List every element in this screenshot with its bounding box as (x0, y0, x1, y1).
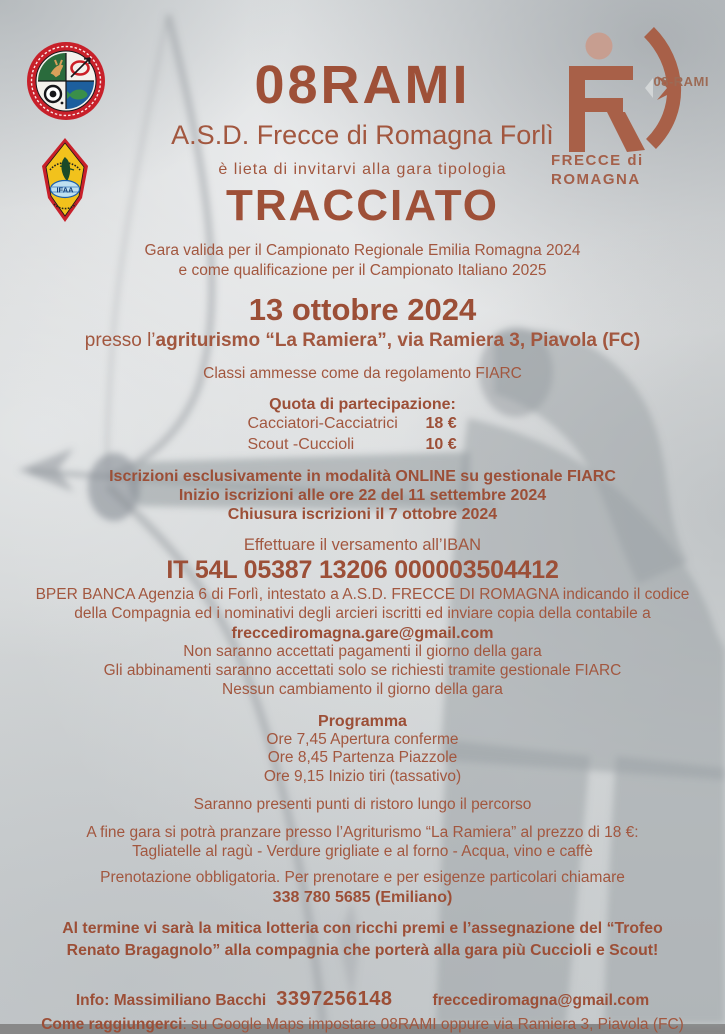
registration-line3: Chiusura iscrizioni il 7 ottobre 2024 (227, 505, 498, 523)
logo-diagonal-leg (607, 112, 645, 152)
program-item: Ore 8,45 Partenza Piazzole (267, 749, 458, 767)
fee-row (0, 414, 725, 435)
lottery-announcement: Al termine vi sarà la mitica lotteria con ricchi premi e l’assegnazione del “Trofeo Renato Bragagnolo” alla compagnia che porterà alla gara più Cuccioli e Scout! (62, 919, 663, 960)
event-date: 13 ottobre 2024 (248, 291, 477, 327)
fee-label: Cacciatori-Cacciatrici (247, 415, 398, 433)
payment-intro: Effettuare il versamento all’IBAN (243, 535, 482, 554)
payment-note2: Gli abbinamenti saranno accettati solo se richiesti tramite gestionale FIARC (103, 661, 622, 679)
validity-line1: Gara valida per il Campionato Regionale Emilia Romagna 2024 (144, 241, 581, 259)
booking-phone: 338 780 5685 (Emiliano) (272, 889, 453, 907)
booking-section (0, 869, 725, 907)
invite-line: è lieta di invitarvi alla gara tipologia (218, 161, 507, 179)
frecce-di-romagna-logo (537, 26, 709, 198)
lunch-line2: Tagliatelle al ragù - Verdure grigliate e al forno - Acqua, vino e caffè (132, 843, 593, 861)
fiarc-logo (26, 41, 106, 121)
info-contact-name: Info: Massimiliano Bacchi (75, 992, 267, 1010)
ifaa-logo (32, 136, 98, 224)
fee-price: 10 € (425, 436, 457, 454)
directions-label: Come raggiungerci (41, 1016, 183, 1034)
registration-section (0, 468, 725, 525)
info-phone: 3397256148 (276, 988, 393, 1011)
logo-archer-head (586, 33, 613, 60)
event-type-title: TRACCIATO (225, 181, 500, 231)
validity-line2: e come qualificazione per il Campionato Italiano 2025 (178, 261, 547, 279)
lunch-section (0, 824, 725, 862)
contact-info-row (0, 988, 725, 1011)
fee-label: Scout -Cuccioli (247, 436, 355, 454)
directions-line (0, 1016, 725, 1034)
program-item: Ore 7,45 Apertura conferme (266, 730, 459, 748)
booking-line: Prenotazione obbligatoria. Per prenotare e per esigenze particolari chiamare (100, 869, 625, 887)
classes-line: Classi ammesse come da regolamento FIARC (203, 365, 522, 383)
fees-section (0, 396, 725, 456)
frecce-di-romagna-logo-icon (549, 28, 689, 152)
ifaa-logo-text: IFAA (56, 185, 74, 195)
club-name: A.S.D. Frecce di Romagna Forlì (171, 120, 554, 150)
program-title: Programma (318, 712, 407, 730)
directions-text: : su Google Maps impostare 08RAMI oppure via Ramiera 3, Piavola (FC) (182, 1016, 684, 1034)
payment-email: freccediromagna.gare@gmail.com (231, 624, 494, 642)
validity-lines (0, 241, 725, 281)
fee-row (0, 435, 725, 456)
payment-note1: Non saranno accettati pagamenti il giorno della gara (183, 642, 542, 660)
fees-title: Quota di partecipazione: (269, 396, 456, 414)
event-location (0, 330, 725, 352)
logo-club-name (551, 152, 644, 190)
payment-details (0, 586, 725, 624)
iban-value: IT 54L 05387 13206 000003504412 (166, 555, 559, 584)
registration-line1: Iscrizioni esclusivamente in modalità ONLINE su gestionale FIARC (109, 467, 616, 485)
lunch-line1: A fine gara si potrà pranzare presso l’Agriturismo “La Ramiera” al prezzo di 18 €: (86, 824, 639, 842)
logo-bow-notch (645, 78, 653, 98)
registration-line2: Inizio iscrizioni alle ore 22 del 11 settembre 2024 (178, 486, 547, 504)
club-code-title: 08RAMI (254, 55, 471, 115)
payment-detail-line2: della Compagnia ed i nominativi degli arcieri iscritti ed inviare copia della contabile a (74, 604, 651, 622)
info-email: freccediromagna@gmail.com (432, 992, 650, 1010)
location-address: agriturismo “La Ramiera”, via Ramiera 3, Piavola (FC) (155, 330, 641, 352)
refreshment-line: Saranno presenti punti di ristoro lungo il percorso (193, 796, 532, 814)
logo-club-code: 08-RAMI (653, 74, 709, 89)
fee-price: 18 € (425, 415, 457, 433)
location-prefix: presso l’ (84, 330, 156, 352)
logo-name-line1: FRECCE di (551, 152, 644, 169)
payment-note3: Nessun cambiamento il giorno della gara (222, 680, 503, 698)
logo-name-line2: ROMAGNA (551, 170, 641, 188)
payment-detail-line1: BPER BANCA Agenzia 6 di Forlì, intestato a A.S.D. FRECCE DI ROMAGNA indicando il codice (35, 585, 690, 603)
program-item: Ore 9,15 Inizio tiri (tassativo) (263, 767, 462, 785)
